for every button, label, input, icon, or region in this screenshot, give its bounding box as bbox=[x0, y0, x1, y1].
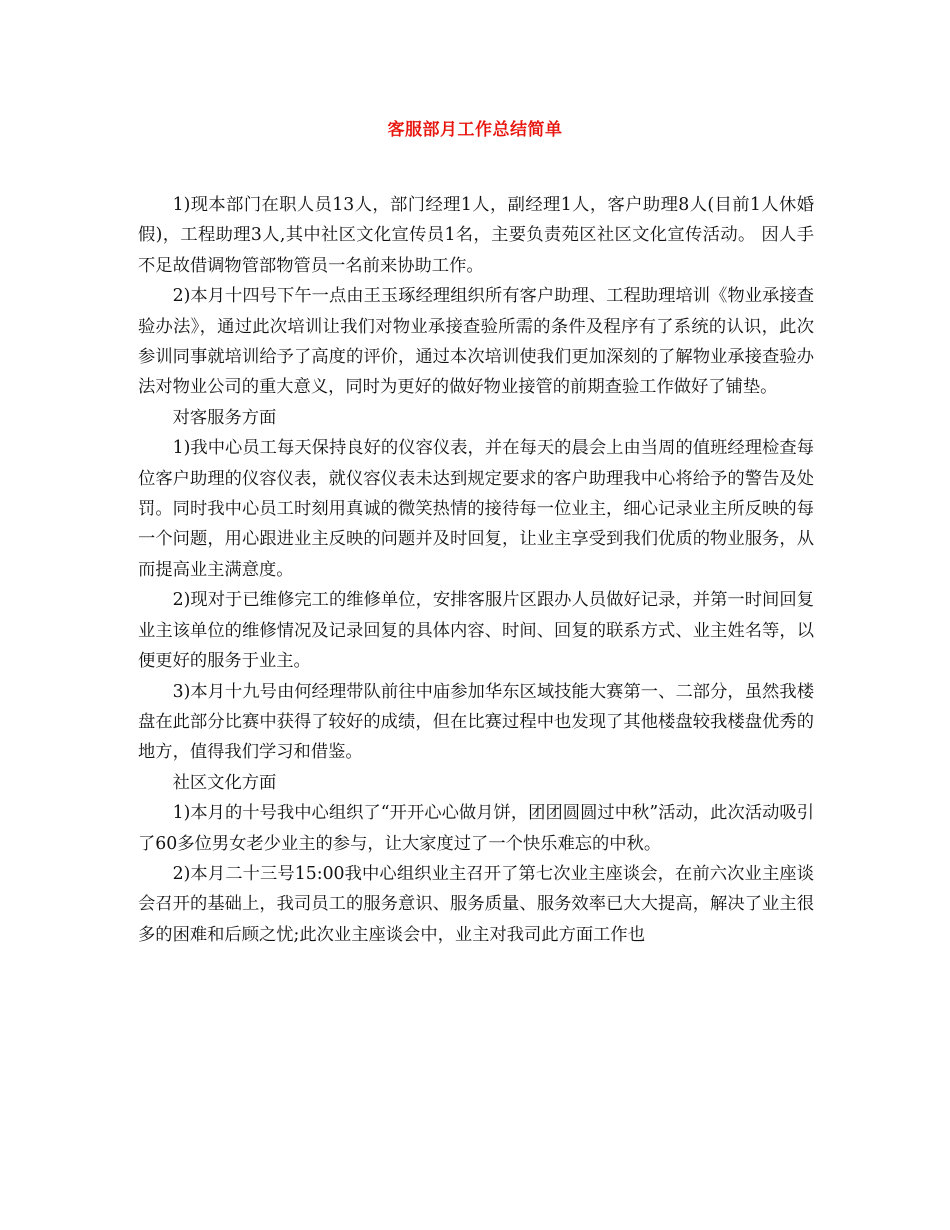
paragraph-staffing: 1)现本部门在职人员13人，部门经理1人，副经理1人，客户助理8人(目前1人休婚假)，工程助理3人,其中社区文化宣传员1名，主要负责苑区社区文化宣传活动。 因人手不足故借调物管部物管员一名前来协助工作。 bbox=[138, 195, 814, 276]
paragraph-repair-followup: 2)现对于已维修完工的维修单位，安排客服片区跟办人员做好记录，并第一时间回复业主该单位的维修情况及记录回复的具体内容、时间、回复的联系方式、业主姓名等，以便更好的服务于业主。 bbox=[138, 590, 814, 672]
paragraph-owner-forum: 2)本月二十三号15:00我中心组织业主召开了第七次业主座谈会，在前六次业主座谈会召开的基础上，我司员工的服务意识、服务质量、服务效率已大大提高，解决了业主很多的困难和后顾之忧;此次业主座谈会中，业主对我司此方面工作也 bbox=[138, 863, 814, 945]
paragraph-appearance: 1)我中心员工每天保持良好的仪容仪表，并在每天的晨会上由当周的值班经理检查每位客户助理的仪容仪表，就仪容仪表未达到规定要求的客户助理我中心将给予的警告及处罚。同时我中心员工时刻用真诚的微笑热情的接待每一位业主，细心记录业主所反映的每一个问题，用心跟进业主反映的问题并及时回复，让业主享受到我们优质的物业服务，从而提高业主满意度。 bbox=[138, 438, 814, 580]
paragraph-mooncake-event: 1)本月的十号我中心组织了“开开心心做月饼，团团圆圆过中秋”活动，此次活动吸引了60多位男女老少业主的参与，让大家度过了一个快乐难忘的中秋。 bbox=[138, 803, 814, 854]
section-heading-community-culture: 社区文化方面 bbox=[172, 772, 277, 793]
paragraph-training: 2)本月十四号下午一点由王玉琢经理组织所有客户助理、工程助理培训《物业承接查验办法》，通过此次培训让我们对物业承接查验所需的条件及程序有了系统的认识，此次参训同事就培训给予了高度的评价，通过本次培训使我们更加深刻的了解物业承接查验办法对物业公司的重大意义，同时为更好的做好物业接管的前期查验工作做好了铺垫。 bbox=[138, 286, 814, 398]
section-heading-customer-service: 对客服务方面 bbox=[172, 407, 277, 428]
paragraph-skills-contest: 3)本月十九号由何经理带队前往中庙参加华东区域技能大赛第一、二部分，虽然我楼盘在此部分比赛中获得了较好的成绩，但在比赛过程中也发现了其他楼盘较我楼盘优秀的地方，值得我们学习和借鉴。 bbox=[138, 681, 814, 763]
document-title: 客服部月工作总结简单 bbox=[387, 120, 563, 140]
document-body bbox=[138, 190, 814, 950]
